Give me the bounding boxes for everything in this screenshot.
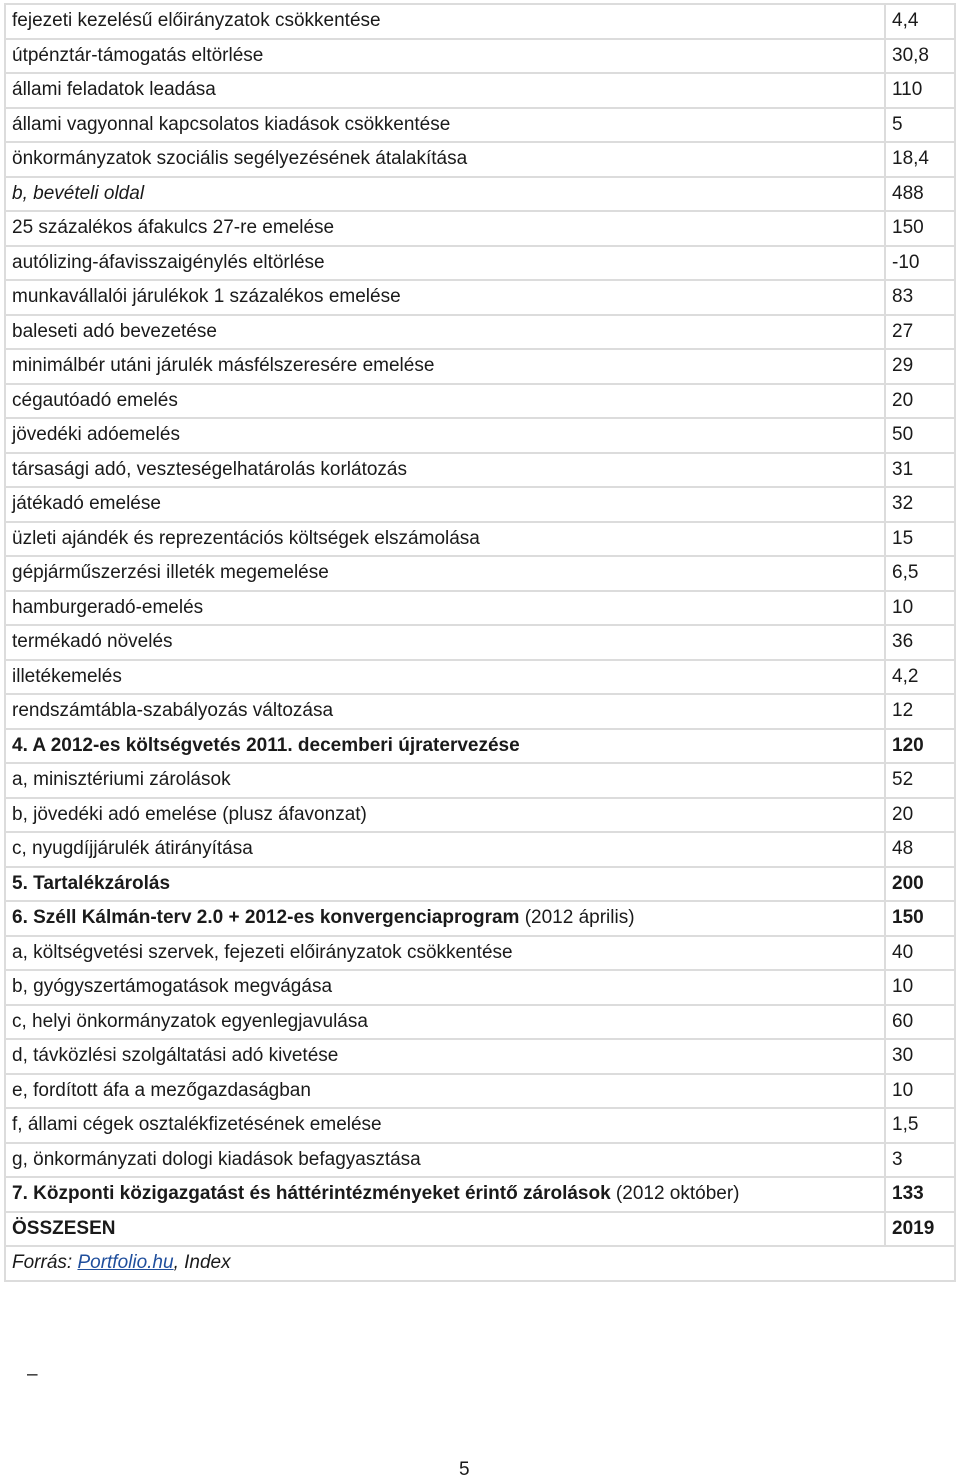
table-row: [5, 39, 955, 74]
row-label: d, távközlési szolgáltatási adó kivetése: [5, 1039, 885, 1074]
table-row: [5, 177, 955, 212]
footnote-dash: –: [27, 1364, 38, 1385]
row-value: 20: [885, 384, 955, 419]
table-row: [5, 901, 955, 936]
row-value: 3: [885, 1143, 955, 1178]
table-row: [5, 1143, 955, 1178]
row-label-bold: 7. Központi közigazgatást és háttérintézményeket érintő zárolások: [12, 1183, 611, 1205]
row-value: 133: [885, 1177, 955, 1212]
row-label: cégautóadó emelés: [5, 384, 885, 419]
row-label: ÖSSZESEN: [5, 1212, 885, 1247]
row-value: 30,8: [885, 39, 955, 74]
table-row: [5, 798, 955, 833]
table-row: [5, 936, 955, 971]
row-label-note: (2012 április): [519, 907, 635, 929]
table-row: [5, 1074, 955, 1109]
table-row: [5, 211, 955, 246]
table-row: [5, 453, 955, 488]
row-label: 5. Tartalékzárolás: [5, 867, 885, 902]
row-value: 200: [885, 867, 955, 902]
row-label: b, gyógyszertámogatások megvágása: [5, 970, 885, 1005]
row-value: 83: [885, 280, 955, 315]
row-value: 120: [885, 729, 955, 764]
row-value: 52: [885, 763, 955, 798]
row-value: 50: [885, 418, 955, 453]
source-link-portfolio[interactable]: Portfolio.hu: [77, 1252, 174, 1274]
row-label: g, önkormányzati dologi kiadások befagyasztása: [5, 1143, 885, 1178]
row-value: 10: [885, 1074, 955, 1109]
row-label: 25 százalékos áfakulcs 27-re emelése: [5, 211, 885, 246]
table-row: [5, 349, 955, 384]
row-value: 6,5: [885, 556, 955, 591]
row-label: üzleti ajándék és reprezentációs költségek elszámolása: [5, 522, 885, 557]
source-cell: [5, 1246, 955, 1281]
table-row: [5, 1177, 955, 1212]
table-row: [5, 487, 955, 522]
row-value: 110: [885, 73, 955, 108]
row-value: 60: [885, 1005, 955, 1040]
row-label: c, nyugdíjjárulék átirányítása: [5, 832, 885, 867]
budget-measures-table: [4, 3, 956, 1282]
row-label: a, minisztériumi zárolások: [5, 763, 885, 798]
row-value: -10: [885, 246, 955, 281]
row-value: 27: [885, 315, 955, 350]
row-label: f, állami cégek osztalékfizetésének emelése: [5, 1108, 885, 1143]
row-label: illetékemelés: [5, 660, 885, 695]
row-label: minimálbér utáni járulék másfélszeresére emelése: [5, 349, 885, 384]
row-label: hamburgeradó-emelés: [5, 591, 885, 626]
row-label: állami feladatok leadása: [5, 73, 885, 108]
row-value: 36: [885, 625, 955, 660]
row-value: 10: [885, 970, 955, 1005]
table-row: [5, 556, 955, 591]
row-label: b, jövedéki adó emelése (plusz áfavonzat): [5, 798, 885, 833]
table-row: [5, 591, 955, 626]
row-value: 30: [885, 1039, 955, 1074]
row-label: jövedéki adóemelés: [5, 418, 885, 453]
row-value: 18,4: [885, 142, 955, 177]
table-row: [5, 694, 955, 729]
table-body: [5, 4, 955, 1246]
row-label: fejezeti kezelésű előirányzatok csökkentése: [5, 4, 885, 39]
row-label: 4. A 2012-es költségvetés 2011. decemberi újratervezése: [5, 729, 885, 764]
table-row: [5, 280, 955, 315]
row-value: 5: [885, 108, 955, 143]
table-row: [5, 832, 955, 867]
row-label: útpénztár-támogatás eltörlése: [5, 39, 885, 74]
row-value: 31: [885, 453, 955, 488]
row-value: 10: [885, 591, 955, 626]
table-row: [5, 418, 955, 453]
table-row: [5, 522, 955, 557]
row-label: [5, 1177, 885, 1212]
table-row: [5, 4, 955, 39]
row-value: 20: [885, 798, 955, 833]
source-prefix: Forrás:: [12, 1252, 78, 1274]
row-label: állami vagyonnal kapcsolatos kiadások csökkentése: [5, 108, 885, 143]
row-value: 2019: [885, 1212, 955, 1247]
row-label: önkormányzatok szociális segélyezésének átalakítása: [5, 142, 885, 177]
page-number: 5: [459, 1459, 470, 1480]
row-label: munkavállalói járulékok 1 százalékos emelése: [5, 280, 885, 315]
row-label: [5, 901, 885, 936]
row-label: játékadó emelése: [5, 487, 885, 522]
table-row: [5, 73, 955, 108]
row-value: 1,5: [885, 1108, 955, 1143]
table-row: [5, 246, 955, 281]
row-value: 40: [885, 936, 955, 971]
table-row: [5, 867, 955, 902]
table-row: [5, 660, 955, 695]
row-label: baleseti adó bevezetése: [5, 315, 885, 350]
table-row: [5, 315, 955, 350]
row-label: termékadó növelés: [5, 625, 885, 660]
row-value: 150: [885, 211, 955, 246]
row-value: 29: [885, 349, 955, 384]
row-label-bold: 6. Széll Kálmán-terv 2.0 + 2012-es konvergenciaprogram: [12, 907, 520, 929]
table-row: [5, 1005, 955, 1040]
table-row: [5, 970, 955, 1005]
row-label: c, helyi önkormányzatok egyenlegjavulása: [5, 1005, 885, 1040]
row-value: 12: [885, 694, 955, 729]
row-label: e, fordított áfa a mezőgazdaságban: [5, 1074, 885, 1109]
row-label: a, költségvetési szervek, fejezeti előirányzatok csökkentése: [5, 936, 885, 971]
table-row: [5, 729, 955, 764]
row-label: gépjárműszerzési illeték megemelése: [5, 556, 885, 591]
source-row: [5, 1246, 955, 1281]
source-suffix: , Index: [173, 1252, 231, 1274]
table-row: [5, 108, 955, 143]
row-value: 48: [885, 832, 955, 867]
row-value: 150: [885, 901, 955, 936]
table-row: [5, 384, 955, 419]
table-row: [5, 625, 955, 660]
table-row: [5, 1212, 955, 1247]
row-value: 4,4: [885, 4, 955, 39]
table-row: [5, 142, 955, 177]
row-label: autólizing-áfavisszaigénylés eltörlése: [5, 246, 885, 281]
row-value: 32: [885, 487, 955, 522]
row-value: 4,2: [885, 660, 955, 695]
row-value: 15: [885, 522, 955, 557]
table-row: [5, 1039, 955, 1074]
row-label: rendszámtábla-szabályozás változása: [5, 694, 885, 729]
table-row: [5, 1108, 955, 1143]
row-label: társasági adó, veszteségelhatárolás korlátozás: [5, 453, 885, 488]
table-row: [5, 763, 955, 798]
row-value: 488: [885, 177, 955, 212]
row-label-note: (2012 október): [610, 1183, 740, 1205]
row-label: b, bevételi oldal: [5, 177, 885, 212]
